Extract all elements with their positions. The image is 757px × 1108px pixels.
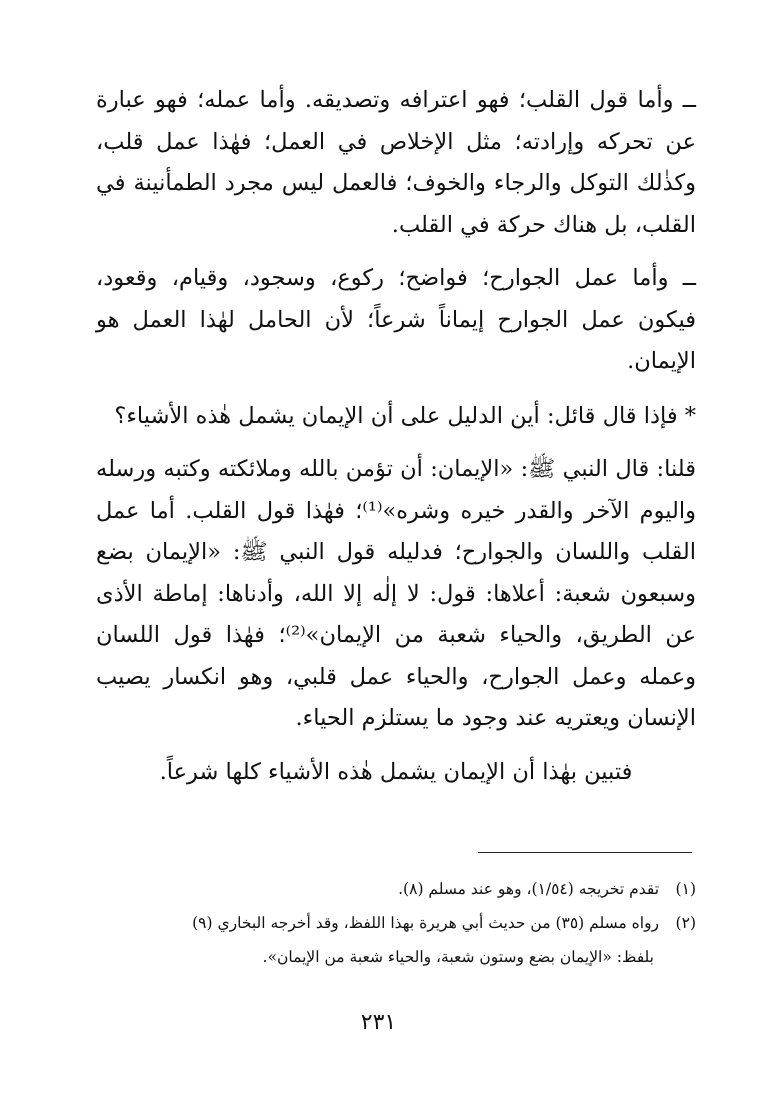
footnote-divider (478, 852, 692, 853)
paragraph-question: * فإذا قال قائل: أين الدليل على أن الإيمان يشمل هٰذه الأشياء؟ (114, 402, 696, 429)
paragraph-conclusion: فتبين بهٰذا أن الإيمان يشمل هٰذه الأشياء كلها شرعاً. (159, 758, 633, 785)
page-body (96, 80, 696, 793)
page-number: ٢٣١ (360, 1010, 397, 1035)
footnote-2-continuation: بلفظ: «الإيمان بضع وستون شعبة، والحياء شعبة من الإيمان». (262, 948, 654, 966)
footnotes (110, 872, 696, 974)
paragraph-answer: قلنا: قال النبي ﷺ: «الإيمان: أن تؤمن بالله وملائكته وكتبه ورسله واليوم الآخر والقدر خيره وشره»⁽¹⁾؛ فهٰذا قول القلب. أما عمل القلب واللسان والجوارح؛ فدليله قول النبي ﷺ: «الإيمان بضع وسبعون شعبة: أعلاها: قول: لا إلٰه إلا الله، وأدناها: إماطة الأذى عن الطريق، والحياء شعبة من الإيمان»⁽²⁾؛ فهٰذا قول اللسان وعمله وعمل الجوارح، والحياء عمل قلبي، وهو انكسار يصيب الإنسان ويعتريه عند وجود ما يستلزم الحياء. (96, 456, 696, 731)
footnote-1 (110, 872, 696, 906)
footnote-text: تقدم تخريجه (١/٥٤)، وهو عند مسلم (٨). (398, 880, 660, 898)
footnote-2 (110, 906, 696, 940)
paragraph-heart-speech: ــ وأما قول القلب؛ فهو اعترافه وتصديقه. وأما عمله؛ فهو عبارة عن تحركه وإرادته؛ مثل الإخلاص في العمل؛ فهٰذا عمل قلب، وكذٰلك التوكل والرجاء والخوف؛ فالعمل ليس مجرد الطمأنينة في القلب، بل هناك حركة في القلب. (96, 87, 696, 238)
footnote-number: (١) (675, 880, 696, 898)
footnote-text: رواه مسلم (٣٥) من حديث أبي هريرة بهذا اللفظ، وقد أخرجه البخاري (٩) (192, 914, 660, 932)
footnote-number: (٢) (675, 914, 696, 932)
paragraph-limbs-deeds: ــ وأما عمل الجوارح؛ فواضح؛ ركوع، وسجود، وقيام، وقعود، فيكون عمل الجوارح إيماناً شرعاً؛ لأن الحامل لهٰذا العمل هو الإيمان. (96, 265, 696, 374)
